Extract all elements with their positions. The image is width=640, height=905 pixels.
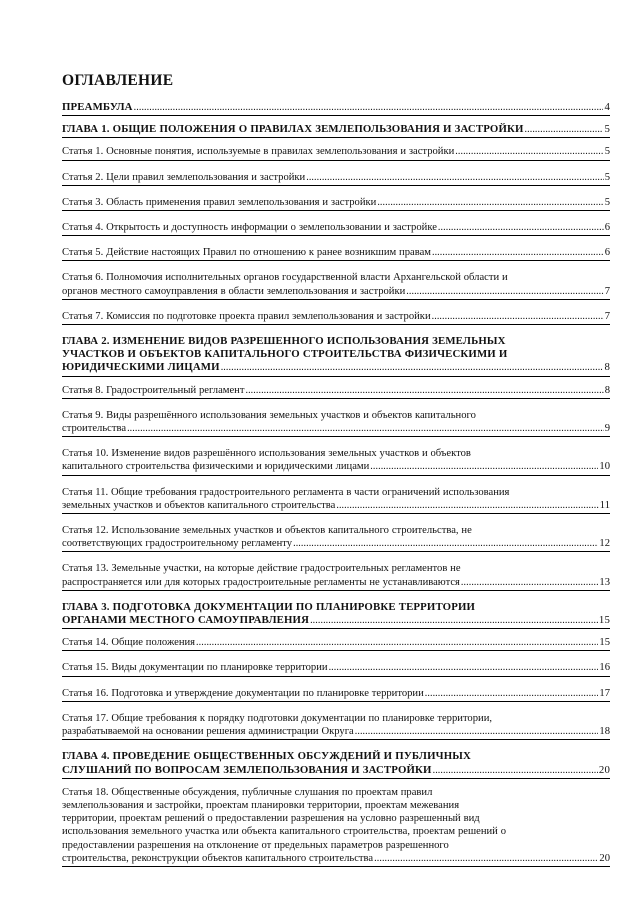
toc-entry-text-line: Статья 17. Общие требования к порядку подготовки документации по планировке территории, [62, 712, 493, 724]
toc-dot-leader [370, 460, 598, 473]
toc-page-number: 18 [599, 726, 610, 738]
toc-entry-text: распространяется или для которых градостроительные регламенты не устанавливаются [62, 576, 460, 588]
toc-page-number: 7 [604, 285, 610, 297]
toc-entry-leader-row [62, 123, 610, 136]
toc-dot-leader [221, 361, 604, 374]
toc-page-number: 16 [599, 662, 610, 674]
toc-entry-text-line: Статья 9. Виды разрешённого использования земельных участков и объектов капитального [62, 409, 476, 421]
toc-entry-text-line: Статья 11. Общие требования градостроительного регламента в части ограничений использования [62, 486, 510, 498]
toc-dot-leader [438, 221, 604, 234]
toc-dot-leader [196, 636, 598, 649]
toc-entry-text: ГЛАВА 1. ОБЩИЕ ПОЛОЖЕНИЯ О ПРАВИЛАХ ЗЕМЛЕПОЛЬЗОВАНИЯ И ЗАСТРОЙКИ [62, 123, 524, 136]
toc-dot-leader [374, 852, 598, 865]
toc-page-number: 17 [599, 687, 610, 699]
toc-chapter-entry[interactable] [62, 749, 610, 778]
toc-entry-leader-row [62, 661, 610, 674]
toc-page-number: 20 [598, 763, 610, 776]
toc-dot-leader [293, 537, 598, 550]
toc-page-number: 15 [598, 614, 610, 627]
toc-entry-leader-row [62, 422, 610, 435]
toc-entry-text: капитального строительства физическими и юридическими лицами [62, 461, 370, 473]
toc-entry-text-line: ГЛАВА 3. ПОДГОТОВКА ДОКУМЕНТАЦИИ ПО ПЛАНИРОВКЕ ТЕРРИТОРИИ [62, 600, 476, 613]
toc-entry-leader-row [62, 725, 610, 738]
toc-article-entry[interactable] [62, 785, 610, 867]
toc-entry-text: соответствующих градостроительному регламенту [62, 538, 293, 550]
toc-entry-leader-row [62, 499, 610, 512]
toc-entry-leader-row [62, 460, 610, 473]
toc-page-number: 6 [604, 247, 610, 259]
toc-entry-leader-row [62, 537, 610, 550]
toc-page-number: 5 [604, 123, 610, 136]
toc-page-number: 5 [604, 146, 610, 158]
toc-article-entry[interactable] [62, 635, 610, 651]
toc-entry-text: Статья 3. Область применения правил землепользования и застройки [62, 196, 377, 208]
toc-article-entry[interactable] [62, 220, 610, 236]
toc-page-number: 6 [604, 222, 610, 234]
toc-chapter-entry[interactable] [62, 100, 610, 116]
toc-article-entry[interactable] [62, 383, 610, 399]
toc-page-number: 10 [599, 461, 610, 473]
toc-dot-leader [245, 384, 603, 397]
toc-page-number: 11 [599, 499, 610, 511]
toc-page-number: 7 [604, 310, 610, 322]
toc-page [62, 72, 610, 876]
toc-list [62, 100, 610, 867]
toc-entry-text: Статья 4. Открытость и доступность информации о землепользовании и застройке [62, 222, 437, 234]
toc-article-entry[interactable] [62, 660, 610, 676]
toc-entry-leader-row [62, 852, 610, 865]
toc-page-number: 13 [599, 576, 610, 588]
toc-article-entry[interactable] [62, 270, 610, 299]
toc-article-entry[interactable] [62, 408, 610, 437]
toc-entry-text-line: ГЛАВА 4. ПРОВЕДЕНИЕ ОБЩЕСТВЕННЫХ ОБСУЖДЕНИЙ И ПУБЛИЧНЫХ [62, 750, 471, 763]
toc-entry-text: СЛУШАНИЙ ПО ВОПРОСАМ ЗЕМЛЕПОЛЬЗОВАНИЯ И ЗАСТРОЙКИ [62, 763, 432, 776]
toc-entry-text: Статья 1. Основные понятия, используемые в правилах землепользования и застройки [62, 146, 455, 158]
toc-dot-leader [134, 101, 604, 114]
toc-dot-leader [329, 661, 599, 674]
toc-title: ОГЛАВЛЕНИЕ [62, 72, 174, 89]
toc-entry-text: Статья 15. Виды документации по планировке территории [62, 662, 328, 674]
toc-entry-text: строительства, реконструкции объектов капитального строительства [62, 852, 374, 864]
toc-entry-leader-row [62, 196, 610, 209]
toc-entry-text: разрабатываемой на основании решения администрации Округа [62, 726, 354, 738]
toc-entry-text: Статья 16. Подготовка и утверждение документации по планировке территории [62, 687, 424, 699]
toc-article-entry[interactable] [62, 245, 610, 261]
toc-article-entry[interactable] [62, 446, 610, 475]
toc-entry-leader-row [62, 576, 610, 589]
toc-entry-leader-row [62, 221, 610, 234]
toc-entry-leader-row [62, 687, 610, 700]
toc-entry-leader-row [62, 101, 610, 114]
toc-entry-text-line: территории, проектам решений о предоставлении разрешения на условно разрешенный вид [62, 813, 480, 825]
toc-dot-leader [461, 576, 598, 589]
toc-entry-text: органов местного самоуправления в области землепользования и застройки [62, 285, 406, 297]
toc-page-number: 12 [599, 538, 610, 550]
toc-dot-leader [406, 285, 603, 298]
toc-article-entry[interactable] [62, 686, 610, 702]
toc-entry-text-line: предоставлении разрешения на отклонение от предельных параметров разрешенного [62, 839, 449, 851]
toc-article-entry[interactable] [62, 144, 610, 160]
toc-page-number: 8 [604, 384, 610, 396]
toc-entry-leader-row [62, 764, 610, 777]
toc-article-entry[interactable] [62, 523, 610, 552]
toc-entry-text: ПРЕАМБУЛА [62, 101, 133, 113]
toc-article-entry[interactable] [62, 561, 610, 590]
toc-entry-leader-row [62, 246, 610, 259]
toc-dot-leader [306, 171, 603, 184]
toc-dot-leader [425, 687, 599, 700]
toc-entry-text: земельных участков и объектов капитального строительства [62, 499, 336, 511]
toc-article-entry[interactable] [62, 711, 610, 740]
toc-dot-leader [310, 614, 598, 627]
toc-entry-text-line: Статья 6. Полномочия исполнительных органов государственной власти Архангельской области и [62, 272, 508, 284]
toc-entry-text: Статья 8. Градостроительный регламент [62, 384, 245, 396]
toc-entry-text-line: УЧАСТКОВ И ОБЪЕКТОВ КАПИТАЛЬНОГО СТРОИТЕЛЬСТВА ФИЗИЧЕСКИМИ И [62, 348, 508, 361]
toc-entry-text: Статья 14. Общие положения [62, 637, 196, 649]
toc-entry-text-line: Статья 12. Использование земельных участков и объектов капитального строительства, не [62, 525, 472, 537]
toc-dot-leader [432, 246, 604, 259]
toc-entry-text: Статья 5. Действие настоящих Правил по отношению к ранее возникшим правам [62, 247, 431, 259]
toc-page-number: 5 [604, 196, 610, 208]
toc-dot-leader [377, 196, 603, 209]
toc-page-number: 9 [604, 423, 610, 435]
toc-page-number: 20 [599, 852, 610, 864]
toc-article-entry[interactable] [62, 485, 610, 514]
toc-entry-leader-row [62, 285, 610, 298]
toc-entry-text: строительства [62, 423, 127, 435]
toc-entry-text-line: Статья 13. Земельные участки, на которые действие градостроительных регламентов не [62, 563, 461, 575]
toc-entry-text-line: ГЛАВА 2. ИЗМЕНЕНИЕ ВИДОВ РАЗРЕШЕННОГО ИСПОЛЬЗОВАНИЯ ЗЕМЕЛЬНЫХ [62, 335, 506, 348]
toc-entry-text-line: Статья 18. Общественные обсуждения, публичные слушания по проектам правил [62, 786, 433, 798]
toc-page-number: 15 [599, 637, 610, 649]
toc-entry-text: Статья 2. Цели правил землепользования и застройки [62, 171, 306, 183]
toc-entry-leader-row [62, 384, 610, 397]
toc-entry-text-line: землепользования и застройки, проектам планировки территории, проектам межевания [62, 799, 460, 811]
toc-entry-text-line: использования земельного участка или объекта капитального строительства, проектам решений о [62, 826, 506, 838]
toc-dot-leader [455, 145, 603, 158]
toc-dot-leader [355, 725, 599, 738]
toc-page-number: 5 [604, 171, 610, 183]
toc-entry-leader-row [62, 361, 610, 374]
toc-chapter-entry[interactable] [62, 334, 610, 377]
toc-entry-leader-row [62, 310, 610, 323]
toc-article-entry[interactable] [62, 170, 610, 186]
toc-dot-leader [433, 764, 598, 777]
toc-article-entry[interactable] [62, 195, 610, 211]
toc-entry-text: Статья 7. Комиссия по подготовке проекта правил землепользования и застройки [62, 310, 431, 322]
toc-entry-leader-row [62, 636, 610, 649]
toc-article-entry[interactable] [62, 309, 610, 325]
toc-page-number: 4 [604, 101, 610, 113]
toc-dot-leader [336, 499, 598, 512]
toc-chapter-entry[interactable] [62, 600, 610, 629]
toc-dot-leader [127, 422, 604, 435]
toc-chapter-entry[interactable] [62, 122, 610, 138]
toc-entry-leader-row [62, 171, 610, 184]
toc-entry-leader-row [62, 145, 610, 158]
toc-entry-text: ОРГАНАМИ МЕСТНОГО САМОУПРАВЛЕНИЯ [62, 614, 310, 627]
toc-dot-leader [432, 310, 604, 323]
toc-entry-leader-row [62, 614, 610, 627]
toc-entry-text-line: Статья 10. Изменение видов разрешённого использования земельных участков и объектов [62, 448, 471, 460]
toc-dot-leader [525, 123, 604, 136]
toc-entry-text: ЮРИДИЧЕСКИМИ ЛИЦАМИ [62, 361, 220, 374]
toc-page-number: 8 [604, 361, 610, 374]
